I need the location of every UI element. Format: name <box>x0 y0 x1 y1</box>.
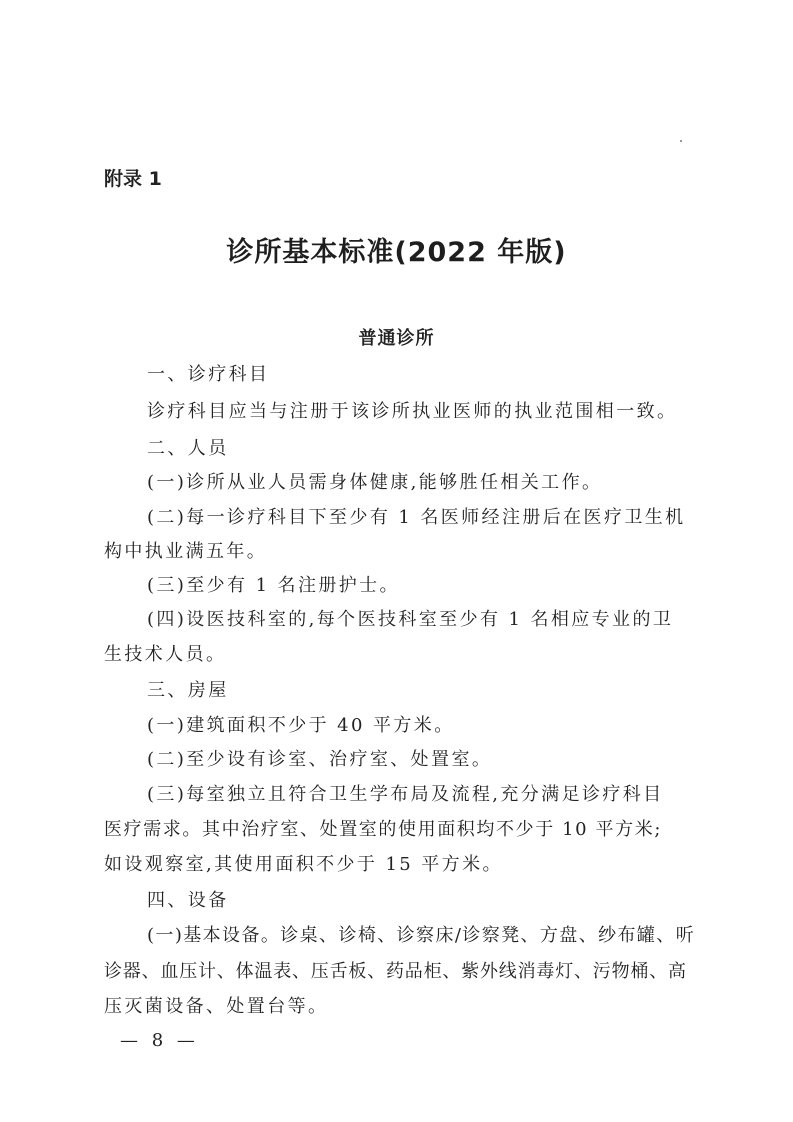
paragraph-line: (四)设医技科室的,每个医技科室至少有 1 名相应专业的卫 <box>147 609 674 630</box>
paragraph-line: (二)至少设有诊室、治疗室、处置室。 <box>147 749 493 770</box>
paragraph-line: 医疗需求。其中治疗室、处置室的使用面积均不少于 10 平方米; <box>104 819 663 840</box>
appendix-label: 附录 1 <box>104 168 162 190</box>
heading-line: 一、诊疗科目 <box>147 364 270 385</box>
paragraph-line: (一)诊所从业人员需身体健康,能够胜任相关工作。 <box>147 472 603 493</box>
page-number: — 8 — <box>120 1030 199 1051</box>
paragraph-line: 构中执业满五年。 <box>104 541 268 562</box>
heading-line: 二、人员 <box>147 438 229 459</box>
paragraph-line: 诊疗科目应当与注册于该诊所执业医师的执业范围相一致。 <box>147 401 678 422</box>
heading-line: 三、房屋 <box>147 680 229 701</box>
scan-speck <box>680 140 682 142</box>
paragraph-line: (一)基本设备。诊桌、诊椅、诊察床/诊察凳、方盘、纱布罐、听 <box>147 925 696 946</box>
document-title: 诊所基本标准(2022 年版) <box>226 237 567 268</box>
section-subtitle: 普通诊所 <box>358 328 435 349</box>
paragraph-line: 生技术人员。 <box>104 644 227 665</box>
paragraph-line: (三)每室独立且符合卫生学布局及流程,充分满足诊疗科目 <box>147 784 664 805</box>
paragraph-line: (一)建筑面积不少于 40 平方米。 <box>147 715 455 736</box>
paragraph-line: 诊器、血压计、体温表、压舌板、药品柜、紫外线消毒灯、污物桶、高 <box>104 961 687 982</box>
paragraph-line: (三)至少有 1 名注册护士。 <box>147 575 400 596</box>
paragraph-line: (二)每一诊疗科目下至少有 1 名医师经注册后在医疗卫生机 <box>147 507 686 528</box>
paragraph-line: 压灭菌设备、处置台等。 <box>104 996 329 1017</box>
heading-line: 四、设备 <box>147 890 229 911</box>
paragraph-line: 如设观察室,其使用面积不少于 15 平方米。 <box>104 854 503 875</box>
